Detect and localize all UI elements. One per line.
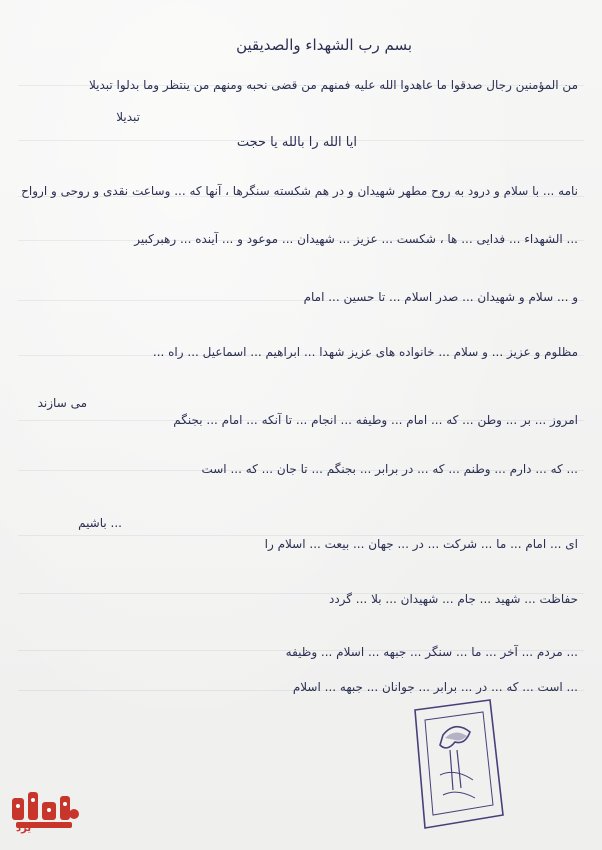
letter-line: ... که ... دارم ... وطنم ... که ... در برابر ... بجنگم ... تا جان ... که ... است [201, 462, 578, 476]
logo-subtitle: یزد [16, 823, 32, 834]
letter-line: می سازند [37, 396, 87, 410]
letter-line: نامه ... با سلام و درود به روح مطهر شهیدان و در هم شکسته سنگرها ، آنها که ... وساعت نقدی و روحی و ارواح [21, 184, 578, 198]
letter-heading: بسم رب الشهداء والصدیقین [236, 36, 412, 54]
navid-shahed-logo [6, 788, 86, 843]
letter-line: ای ... امام ... ما ... شرکت ... در ... جهان ... بیعت ... اسلام را [264, 537, 578, 551]
letter-verse: من المؤمنین رجال صدقوا ما عاهدوا الله علیه فمنهم من قضی نحبه ومنهم من ینتظر وما بدلوا تبدیلا [88, 78, 578, 92]
letter-line: مظلوم و عزیز ... و سلام ... خانواده های عزیز شهدا ... ابراهیم ... اسماعیل ... راه ... [152, 345, 578, 359]
stamp-emblem-icon [395, 690, 515, 835]
letter-line: امروز ... بر ... وطن ... که ... امام ... وطیفه ... انجام ... تا آنکه ... امام ... بجنگم [173, 413, 578, 427]
letter-line: ... است ... که ... در ... برابر ... جوانان ... جبهه ... اسلام [292, 680, 578, 694]
letter-invocation: ایا الله را بالله یا حجت [236, 135, 357, 150]
letter-line: حفاظت ... شهید ... جام ... شهیدان ... بلا ... گردد [328, 592, 578, 606]
letter-line: ... مردم ... آخر ... ما ... سنگر ... جبهه ... اسلام ... وظیفه [285, 645, 578, 659]
letter-verse-end: تبدیلا [116, 110, 140, 124]
letter-line: ... الشهداء ... فدایی ... ها ، شکست ... عزیز ... شهیدان ... موعود و ... آینده ... رهبرکبیر [134, 232, 578, 246]
ruled-line [18, 535, 584, 536]
letter-line: و ... سلام و شهیدان ... صدر اسلام ... تا حسین ... امام [303, 290, 578, 304]
letter-line: ... باشیم [78, 516, 122, 530]
